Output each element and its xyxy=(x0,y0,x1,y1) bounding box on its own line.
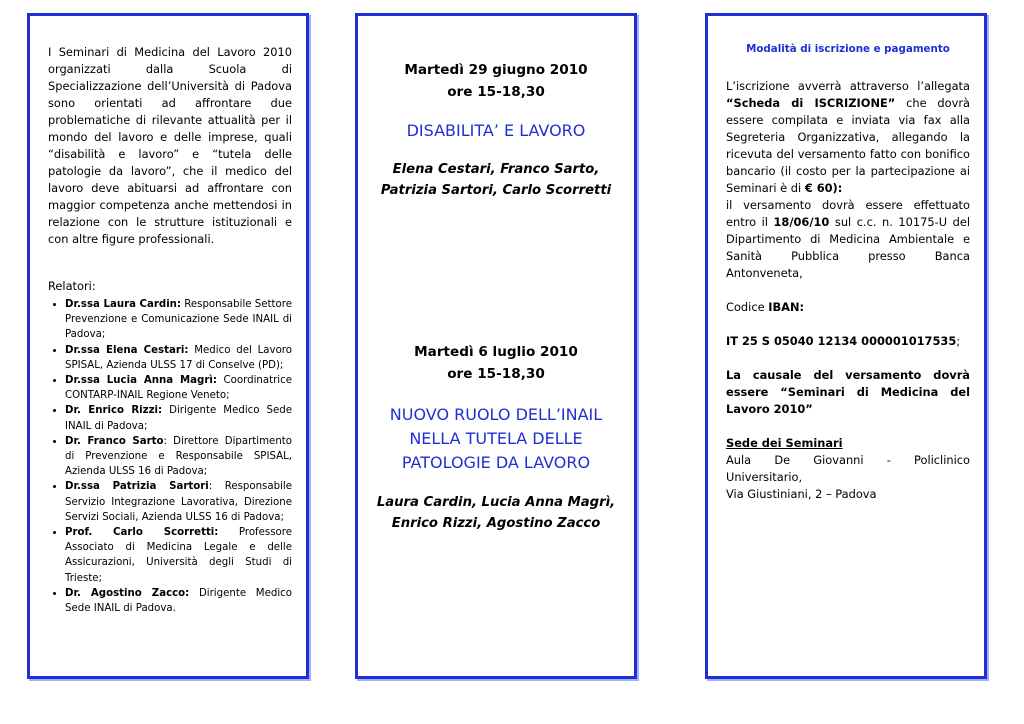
intro-text: I Seminari di Medicina del Lavoro 2010 organizzati dalla Scuola di Specializzazione dell’Università di Padova sono orientati ad affrontare due problematiche di rilevante attualità per il mondo del lavoro e delle imprese, quali “disabilità e lavoro” e “tutela delle patologie da lavoro”, che il medico del lavoro deve abituarsi ad affrontare con maggior competenza anche mettendosi in relazione con le strutture istituzionali e con altre figure professionali. xyxy=(48,45,292,246)
session-1-date: Martedì 29 giugno 2010 xyxy=(404,62,588,78)
text: ; xyxy=(956,334,961,348)
session-1-time: ore 15-18,30 xyxy=(447,84,545,100)
cost: € 60): xyxy=(804,181,843,195)
sede-title-text: Sede dei Seminari xyxy=(726,436,843,450)
session-2-title-3: PATOLOGIE DA LAVORO xyxy=(401,453,591,472)
relatore-desc: Professore Associato di Medicina Legale e delle Assicurazioni, Università degli Studi di Trieste; xyxy=(65,527,292,584)
session-2-title-1: NUOVO RUOLO DELL’INAIL xyxy=(389,405,603,424)
session-2-title-2: NELLA TUTELA DELLE xyxy=(409,429,583,448)
session-2-speakers-1: Laura Cardin, Lucia Anna Magrì, xyxy=(376,495,616,510)
text: sul c.c. n. 10175-U del Dipartimento di Medicina Ambientale e Sanità Pubblica presso Banca Antonveneta, xyxy=(726,215,970,280)
relatori-list xyxy=(48,297,292,616)
relatore-desc: : Direttore Dipartimento di Prevenzione e Responsabile SPISAL, Azienda ULSS 16 di Padova; xyxy=(65,435,293,478)
list-item xyxy=(65,373,292,403)
right-panel xyxy=(705,13,987,679)
causale xyxy=(726,367,970,418)
list-item xyxy=(65,343,292,373)
relatore-desc: Dirigente Medico Sede INAIL di Padova; xyxy=(65,405,292,432)
iban-label xyxy=(726,299,970,316)
list-item xyxy=(65,403,292,433)
relatore-name: Dr.ssa Lucia Anna Magrì: xyxy=(65,375,217,387)
relatore-name: Dr. Agostino Zacco: xyxy=(65,587,190,599)
session-2-date: Martedì 6 luglio 2010 xyxy=(414,344,578,360)
sede-line-1: Aula De Giovanni - Policlinico Universitario, xyxy=(726,453,970,484)
relatore-desc: Responsabile Settore Prevenzione e Comunicazione Sede INAIL di Padova; xyxy=(65,299,292,341)
relatore-name: Dr.ssa Patrizia Sartori xyxy=(65,481,209,493)
text: Codice xyxy=(726,300,769,314)
relatore-desc: Medico del Lavoro SPISAL, Azienda ULSS 17 di Conselve (PD); xyxy=(65,344,292,371)
sede-line-2: Via Giustiniani, 2 – Padova xyxy=(726,487,877,501)
session-1-speakers-1: Elena Cestari, Franco Sarto, xyxy=(392,162,600,177)
relatore-name: Dr. Franco Sarto xyxy=(65,435,164,447)
relatori-title: Relatori: xyxy=(48,279,96,293)
relatore-name: Dr. Enrico Rizzi: xyxy=(65,405,163,417)
iban-label-bold: IBAN: xyxy=(768,300,805,314)
iban-code: IT 25 S 05040 12134 000001017535 xyxy=(726,334,957,348)
registration-body xyxy=(726,78,970,503)
relatore-desc: : Responsabile Servizio Integrazione Lavorativa, Direzione Servizi Sociali, Azienda ULSS 16 di Padova; xyxy=(65,481,292,523)
center-panel xyxy=(355,13,637,679)
iban-value xyxy=(726,333,970,350)
relatore-desc: Dirigente Medico Sede INAIL di Padova. xyxy=(65,587,292,615)
session-2-speakers-2: Enrico Rizzi, Agostino Zacco xyxy=(391,516,601,531)
relatore-name: Dr.ssa Elena Cestari: xyxy=(65,344,189,356)
session-1-title: DISABILITA’ E LAVORO xyxy=(406,121,586,140)
text: L’iscrizione avverrà attraverso l’allegata xyxy=(726,79,970,93)
relatore-name: Dr.ssa Laura Cardin: xyxy=(65,299,182,310)
text: che dovrà essere compilata e inviata via fax alla Segreteria Organizzativa, allegando la ricevuta del versamento fatto con bonifico bancario (il costo per la partecipazione ai Seminari è di xyxy=(726,96,970,195)
relatore-name: Prof. Carlo Scorretti: xyxy=(65,527,219,539)
list-item xyxy=(65,434,292,480)
list-item xyxy=(65,586,292,616)
form-name: “Scheda di ISCRIZIONE” xyxy=(726,96,896,110)
registration-heading: Modalità di iscrizione e pagamento xyxy=(746,43,950,55)
list-item xyxy=(65,479,292,525)
relatore-desc: Coordinatrice CONTARP-INAIL Regione Veneto; xyxy=(65,375,292,402)
text: il versamento dovrà essere effettuato entro il xyxy=(726,198,970,229)
list-item xyxy=(65,297,292,343)
deadline: 18/06/10 xyxy=(773,215,830,229)
payment-paragraph xyxy=(726,197,970,282)
sede-title xyxy=(726,435,970,452)
registration-paragraph xyxy=(726,78,970,197)
session-2-time: ore 15-18,30 xyxy=(447,366,545,382)
session-1-speakers-2: Patrizia Sartori, Carlo Scorretti xyxy=(380,183,612,198)
causale-text: La causale del versamento dovrà essere “Seminari di Medicina del Lavoro 2010” xyxy=(726,368,970,416)
list-item xyxy=(65,525,292,586)
left-panel xyxy=(27,13,309,679)
